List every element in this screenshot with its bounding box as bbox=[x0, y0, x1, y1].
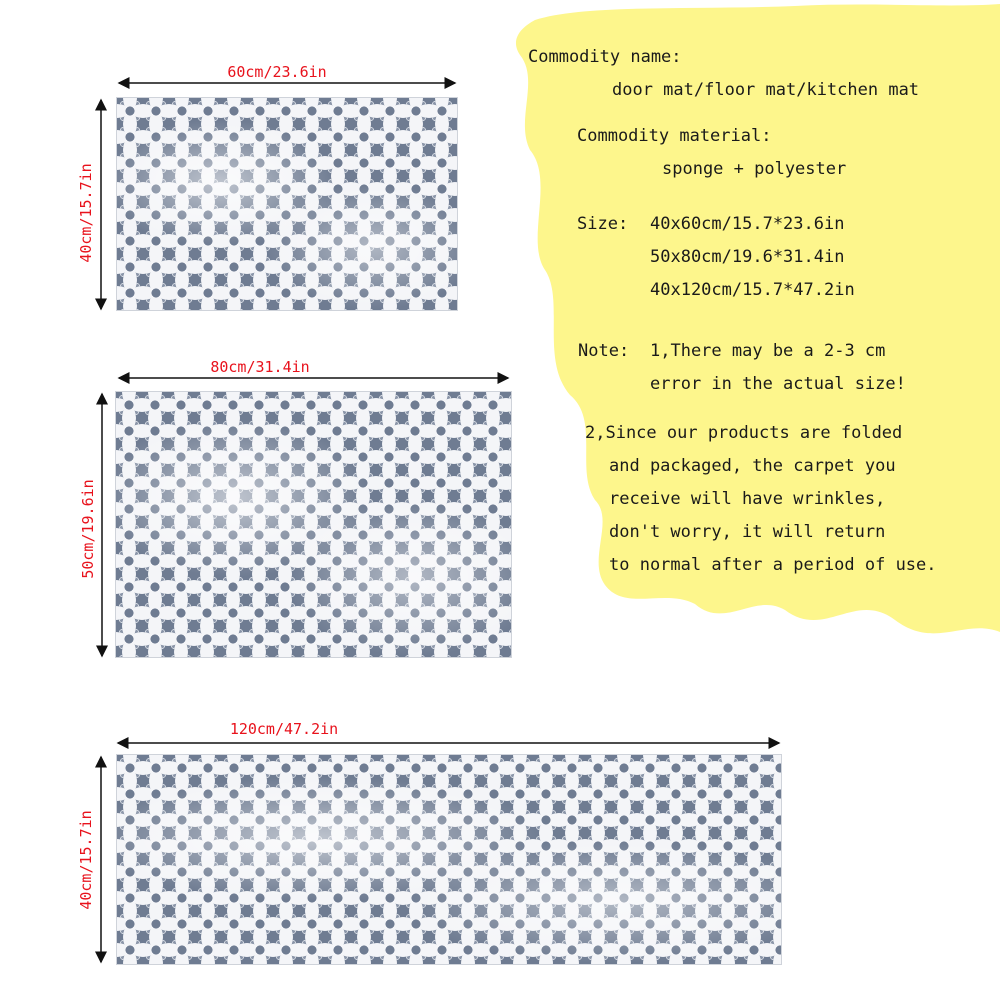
mat3-height-label: 40cm/15.7in bbox=[77, 810, 95, 910]
commodity-material-label: Commodity material: bbox=[577, 126, 772, 146]
note-line: receive will have wrinkles, bbox=[609, 489, 886, 509]
size-option: 40x60cm/15.7*23.6in bbox=[650, 214, 845, 234]
note-line: don't worry, it will return bbox=[609, 522, 886, 542]
note-label: Note: bbox=[578, 341, 630, 361]
note-line: error in the actual size! bbox=[650, 374, 906, 394]
commodity-material-value: sponge + polyester bbox=[662, 159, 847, 179]
note-line: to normal after a period of use. bbox=[609, 555, 937, 575]
size-label: Size: bbox=[577, 214, 629, 234]
mat-image-40x60 bbox=[116, 97, 458, 311]
size-option: 40x120cm/15.7*47.2in bbox=[650, 280, 855, 300]
commodity-name-label: Commodity name: bbox=[528, 47, 682, 67]
note-line: 1,There may be a 2-3 cm bbox=[650, 341, 886, 361]
mat1-height-label: 40cm/15.7in bbox=[77, 163, 95, 263]
note-line: 2,Since our products are folded bbox=[585, 423, 903, 443]
mat1-width-label: 60cm/23.6in bbox=[227, 63, 327, 81]
mat-image-50x80 bbox=[115, 391, 512, 658]
mat-image-40x120 bbox=[116, 754, 782, 965]
mat2-height-label: 50cm/19.6in bbox=[79, 479, 97, 579]
note-line: and packaged, the carpet you bbox=[609, 456, 896, 476]
mat2-width-label: 80cm/31.4in bbox=[210, 358, 310, 376]
commodity-name-value: door mat/floor mat/kitchen mat bbox=[612, 80, 920, 100]
size-option: 50x80cm/19.6*31.4in bbox=[650, 247, 845, 267]
mat3-width-label: 120cm/47.2in bbox=[229, 720, 339, 738]
